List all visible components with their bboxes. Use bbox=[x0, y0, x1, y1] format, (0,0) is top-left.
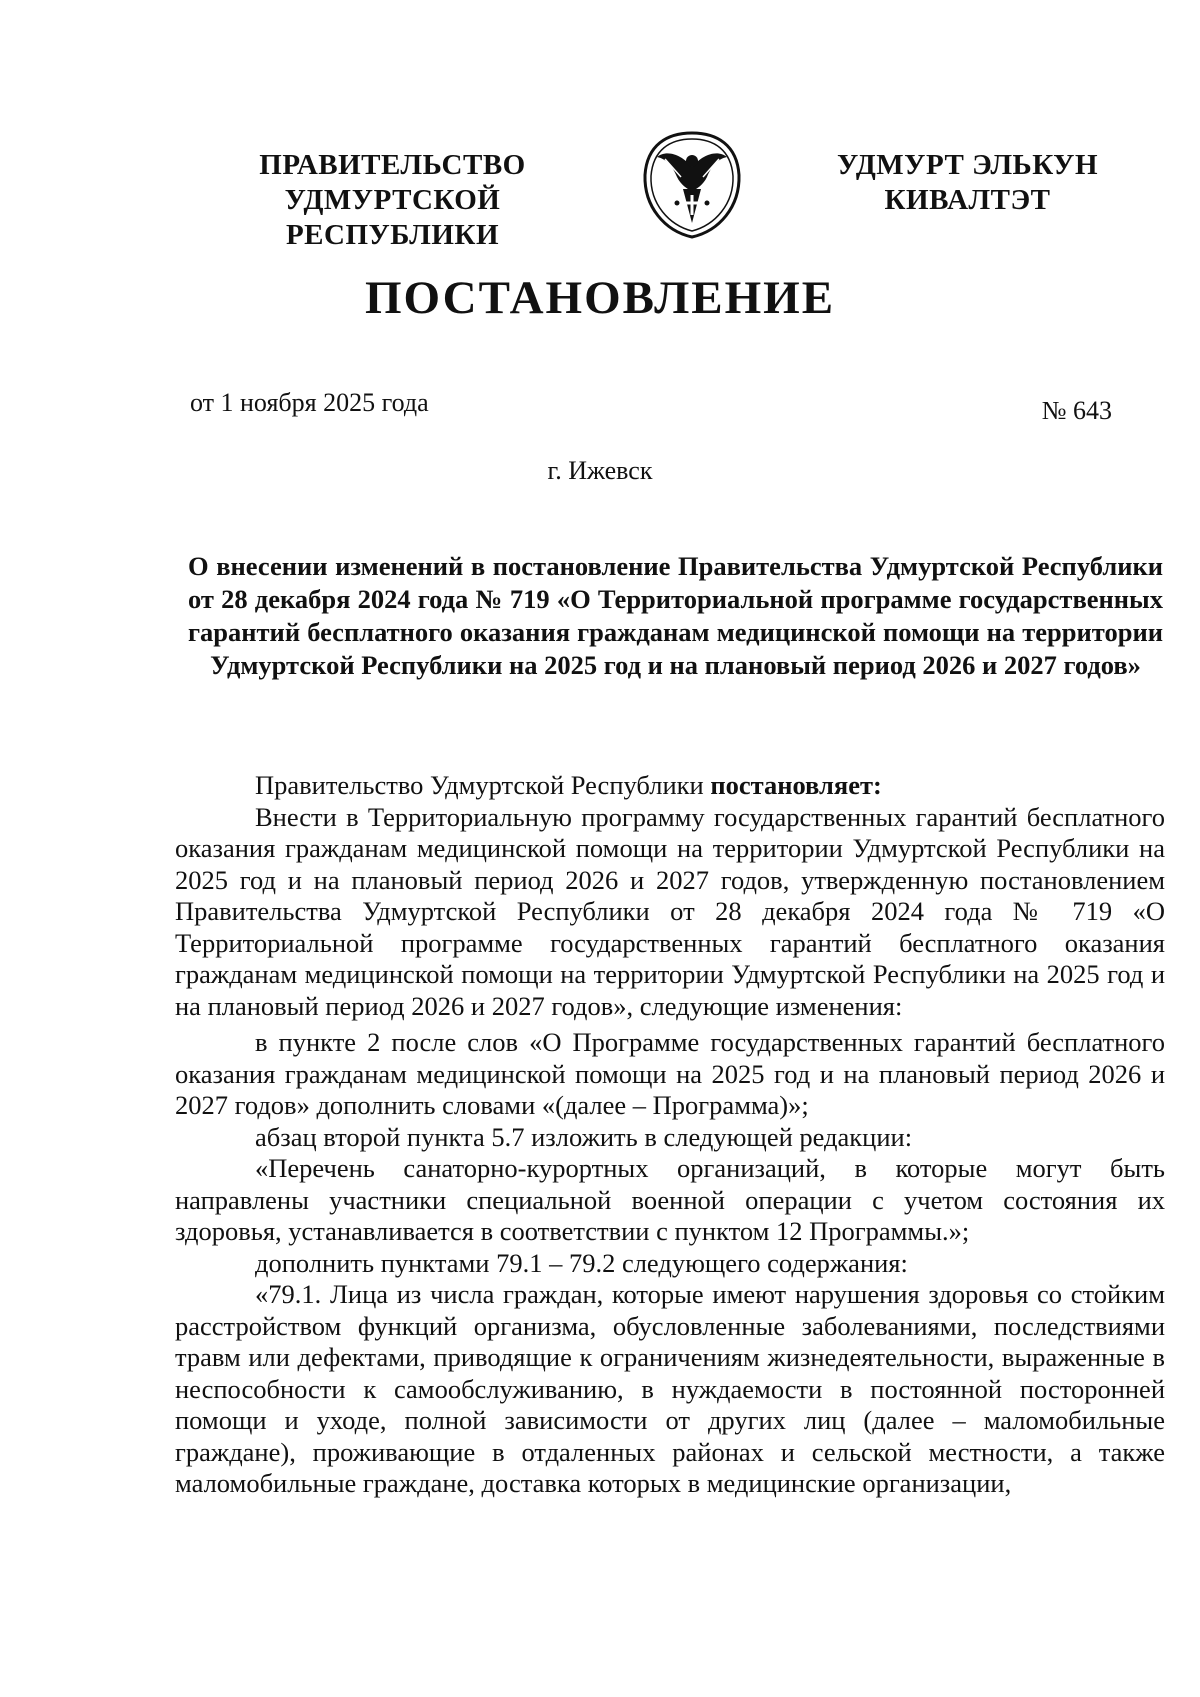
document-type-heading: ПОСТАНОВЛЕНИЕ bbox=[364, 272, 836, 324]
document-body bbox=[175, 770, 1165, 1500]
paragraph-3: абзац второй пункта 5.7 изложить в следующей редакции: bbox=[255, 1121, 913, 1152]
org-left-line-2: УДМУРТСКОЙ РЕСПУБЛИКИ bbox=[284, 184, 501, 251]
intro-subject: Правительство Удмуртской Республики bbox=[255, 770, 704, 800]
paragraph-6: «79.1. Лица из числа граждан, которые имеют нарушения здоровья со стойким расстройством функций организма, обусловленные заболеваниями, последствиями травм или дефектами, приводящие к ограничениям жизнедеятельности, выраженные в неспособности к самообслуживанию, в нуждаемости в постоянной посторонней помощи и уходе, полной зависимости от других лиц (далее – маломобильные граждане), проживающие в отдаленных районах и сельской местности, а также маломобильные граждане, доставка которых в медицинские организации, bbox=[175, 1279, 1165, 1498]
org-right-line-1: УДМУРТ ЭЛЬКУН bbox=[836, 149, 1099, 181]
government-name-udmurt bbox=[815, 148, 1120, 218]
org-right-line-2: КИВАЛТЭТ bbox=[884, 184, 1051, 216]
paragraph-5: дополнить пунктами 79.1 – 79.2 следующего содержания: bbox=[255, 1247, 908, 1278]
paragraph-4: «Перечень санаторно-курортных организаций, в которые могут быть направлены участники специальной военной операции с учетом состояния их здоровья, устанавливается в соответствии с пунктом 12 Программы.»; bbox=[175, 1153, 1165, 1246]
document-city: г. Ижевск bbox=[547, 456, 653, 485]
intro-verb: постановляет: bbox=[710, 770, 882, 800]
government-name-russian bbox=[175, 148, 610, 253]
document-title: О внесении изменений в постановление Правительства Удмуртской Республики от 28 декабря 2024 года № 719 «О Территориальной программе государственных гарантий бесплатного оказания гражданам медицинской помощи на территории Удмуртской Республики на 2025 год и на плановый период 2026 и 2027 годов» bbox=[188, 551, 1163, 680]
org-left-line-1: ПРАВИТЕЛЬСТВО bbox=[259, 149, 526, 181]
paragraph-1: Внести в Территориальную программу государственных гарантий бесплатного оказания гражданам медицинской помощи на территории Удмуртской Республики на 2025 год и на плановый период 2026 и 2027 годов, утвержденную постановлением Правительства Удмуртской Республики от 28 декабря 2024 года № 719 «О Территориальной программе государственных гарантий бесплатного оказания гражданам медицинской помощи на территории Удмуртской Республики на 2025 год и на плановый период 2026 и 2027 годов», следующие изменения: bbox=[175, 801, 1165, 1021]
paragraph-2: в пункте 2 после слов «О Программе государственных гарантий бесплатного оказания гражданам медицинской помощи на 2025 год и на плановый период 2026 и 2027 годов» дополнить словами «(далее – Программа)»; bbox=[175, 1027, 1165, 1120]
udmurt-coat-of-arms-icon bbox=[637, 127, 747, 242]
document-number: № 643 bbox=[1041, 396, 1112, 425]
intro-paragraph bbox=[175, 770, 1165, 802]
document-date: от 1 ноября 2025 года bbox=[190, 388, 429, 417]
